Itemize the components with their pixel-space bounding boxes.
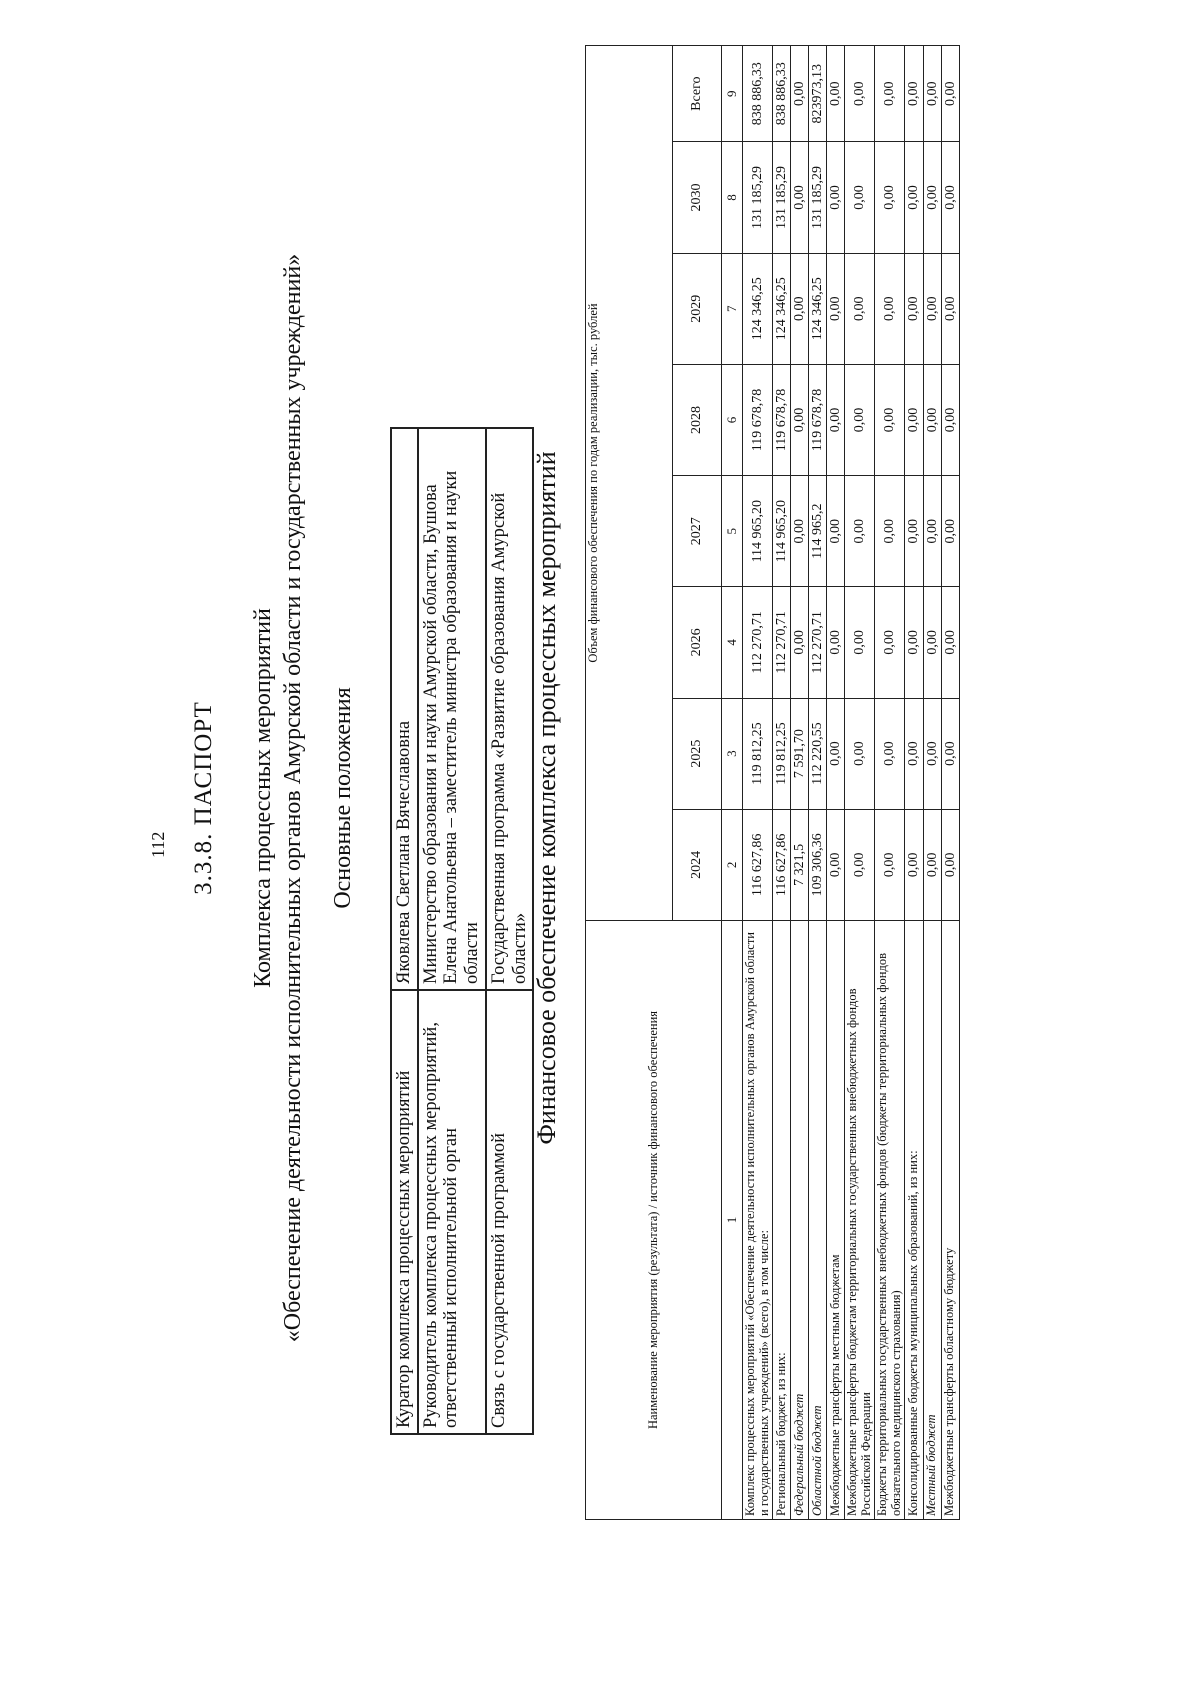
value-cell: 0,00 (845, 364, 875, 475)
value-cell: 119 812,25 (773, 698, 791, 809)
table-row (875, 46, 905, 1520)
value-cell: 0,00 (791, 142, 809, 253)
table-row (827, 46, 845, 1520)
basic-value: Министерство образования и науки Амурской области, Бушова Елена Анатольевна – заместитель министра образования и науки области (418, 428, 486, 990)
value-cell: 0,00 (905, 809, 923, 920)
index-cell: 8 (722, 142, 743, 253)
value-cell: 124 346,25 (773, 253, 791, 364)
value-cell: 131 185,29 (773, 142, 791, 253)
basic-key: Связь с государственной программой (486, 990, 533, 1434)
value-cell: 0,00 (923, 698, 941, 809)
year-header: 2029 (673, 253, 722, 364)
row-name: Бюджеты территориальных государственных внебюджетных фондов (бюджеты территориальных фондов обязательного медицинского страхования) (875, 921, 905, 1520)
value-cell: 0,00 (791, 46, 809, 142)
value-cell: 0,00 (875, 253, 905, 364)
value-cell: 0,00 (923, 142, 941, 253)
table-row (905, 46, 923, 1520)
value-cell: 0,00 (827, 253, 845, 364)
index-cell: 9 (722, 46, 743, 142)
row-name: Межбюджетные трансферты бюджетам территориальных государственных внебюджетных фондов Российской Федерации (845, 921, 875, 1520)
value-cell: 0,00 (827, 587, 845, 698)
value-cell: 0,00 (791, 476, 809, 587)
year-header: 2024 (673, 809, 722, 920)
value-cell: 0,00 (875, 809, 905, 920)
value-cell: 0,00 (941, 364, 959, 475)
value-cell: 114 965,20 (773, 476, 791, 587)
year-header: 2030 (673, 142, 722, 253)
value-cell: 119 678,78 (773, 364, 791, 475)
value-cell: 114 965,2 (809, 476, 827, 587)
value-cell: 0,00 (905, 476, 923, 587)
year-header: 2028 (673, 364, 722, 475)
value-cell: 0,00 (941, 46, 959, 142)
basic-value: Яковлева Светлана Вячеславовна (391, 428, 418, 990)
value-cell: 0,00 (845, 253, 875, 364)
value-cell: 838 886,33 (773, 46, 791, 142)
value-cell: 0,00 (827, 698, 845, 809)
value-cell: 119 678,78 (809, 364, 827, 475)
value-cell: 112 220,55 (809, 698, 827, 809)
row-name: Областной бюджет (809, 921, 827, 1520)
value-cell: 131 185,29 (809, 142, 827, 253)
value-cell: 109 306,36 (809, 809, 827, 920)
value-cell: 0,00 (875, 698, 905, 809)
value-cell: 0,00 (845, 587, 875, 698)
value-cell: 116 627,86 (743, 809, 773, 920)
table-row (791, 46, 809, 1520)
finance-title: Финансовое обеспечение комплекса процессных мероприятий (532, 451, 561, 1145)
value-cell: 0,00 (827, 809, 845, 920)
basic-row (391, 428, 418, 1434)
index-cell: 1 (722, 921, 743, 1520)
table-row (941, 46, 959, 1520)
value-cell: 0,00 (923, 809, 941, 920)
value-cell: 124 346,25 (809, 253, 827, 364)
value-cell: 112 270,71 (743, 587, 773, 698)
value-cell: 0,00 (875, 142, 905, 253)
section-heading: 3.3.8. ПАСПОРТ (190, 701, 217, 895)
value-cell: 0,00 (791, 253, 809, 364)
fin-header-row (586, 46, 673, 1520)
value-cell: 0,00 (827, 46, 845, 142)
value-cell: 112 270,71 (809, 587, 827, 698)
value-cell: 823973,13 (809, 46, 827, 142)
year-header: 2025 (673, 698, 722, 809)
page-number: 112 (148, 831, 168, 858)
value-cell: 0,00 (923, 476, 941, 587)
value-cell: 0,00 (905, 364, 923, 475)
year-header: 2026 (673, 587, 722, 698)
value-cell: 0,00 (875, 587, 905, 698)
value-cell: 0,00 (845, 809, 875, 920)
value-cell: 0,00 (923, 587, 941, 698)
value-cell: 0,00 (941, 476, 959, 587)
index-cell: 4 (722, 587, 743, 698)
value-cell: 0,00 (875, 476, 905, 587)
index-cell: 7 (722, 253, 743, 364)
row-name: Межбюджетные трансферты местным бюджетам (827, 921, 845, 1520)
table-row (845, 46, 875, 1520)
name-column-header: Наименование мероприятия (результата) / источник финансового обеспечения (586, 921, 722, 1520)
value-cell: 0,00 (923, 46, 941, 142)
fin-index-row (722, 46, 743, 1520)
value-cell: 0,00 (791, 364, 809, 475)
table-row (923, 46, 941, 1520)
value-cell: 0,00 (875, 364, 905, 475)
row-name: Межбюджетные трансферты областному бюджету (941, 921, 959, 1520)
title-line-1: Комплекса процессных мероприятий (250, 608, 276, 988)
row-name: Комплекс процессных мероприятий «Обеспечение деятельности исполнительных органов Амурской области и государственных учреждений» (всего), в том числе: (743, 921, 773, 1520)
basic-key: Куратор комплекса процессных мероприятий (391, 990, 418, 1434)
value-cell: 0,00 (905, 253, 923, 364)
financial-table (585, 45, 960, 1520)
year-header: 2027 (673, 476, 722, 587)
basic-value: Государственная программа «Развитие образования Амурской области» (486, 428, 533, 990)
value-cell: 0,00 (827, 476, 845, 587)
value-cell: 7 321,5 (791, 809, 809, 920)
value-cell: 112 270,71 (773, 587, 791, 698)
index-cell: 5 (722, 476, 743, 587)
value-cell: 0,00 (845, 476, 875, 587)
index-cell: 6 (722, 364, 743, 475)
index-cell: 3 (722, 698, 743, 809)
value-cell: 119 678,78 (743, 364, 773, 475)
basic-row (486, 428, 533, 1434)
value-cell: 0,00 (941, 698, 959, 809)
value-cell: 0,00 (905, 587, 923, 698)
value-cell: 0,00 (923, 253, 941, 364)
value-cell: 131 185,29 (743, 142, 773, 253)
value-cell: 0,00 (845, 46, 875, 142)
year-header: Всего (673, 46, 722, 142)
value-cell: 0,00 (941, 809, 959, 920)
value-cell: 119 812,25 (743, 698, 773, 809)
value-cell: 838 886,33 (743, 46, 773, 142)
value-cell: 0,00 (791, 587, 809, 698)
value-cell: 0,00 (923, 364, 941, 475)
table-row (809, 46, 827, 1520)
basic-row (418, 428, 486, 1434)
value-cell: 0,00 (827, 142, 845, 253)
row-name: Региональный бюджет, из них: (773, 921, 791, 1520)
subtitle: Основные положения (330, 687, 356, 909)
value-cell: 0,00 (905, 698, 923, 809)
table-row (773, 46, 791, 1520)
table-row (743, 46, 773, 1520)
value-cell: 124 346,25 (743, 253, 773, 364)
value-cell: 0,00 (941, 142, 959, 253)
value-cell: 114 965,20 (743, 476, 773, 587)
value-cell: 0,00 (845, 142, 875, 253)
value-cell: 0,00 (827, 364, 845, 475)
volume-header: Объем финансового обеспечения по годам реализации, тыс. рублей (586, 46, 673, 921)
title-line-2: «Обеспечение деятельности исполнительных органов Амурской области и государственных учреждений» (280, 253, 306, 1343)
value-cell: 0,00 (905, 142, 923, 253)
value-cell: 0,00 (941, 587, 959, 698)
row-name: Консолидированные бюджеты муниципальных образований, из них: (905, 921, 923, 1520)
basic-provisions-table (390, 427, 534, 1435)
value-cell: 0,00 (941, 253, 959, 364)
index-cell: 2 (722, 809, 743, 920)
row-name: Местный бюджет (923, 921, 941, 1520)
row-name: Федеральный бюджет (791, 921, 809, 1520)
value-cell: 116 627,86 (773, 809, 791, 920)
value-cell: 0,00 (905, 46, 923, 142)
value-cell: 0,00 (875, 46, 905, 142)
value-cell: 7 591,70 (791, 698, 809, 809)
value-cell: 0,00 (845, 698, 875, 809)
basic-key: Руководитель комплекса процессных мероприятий, ответственный исполнительной орган (418, 990, 486, 1434)
